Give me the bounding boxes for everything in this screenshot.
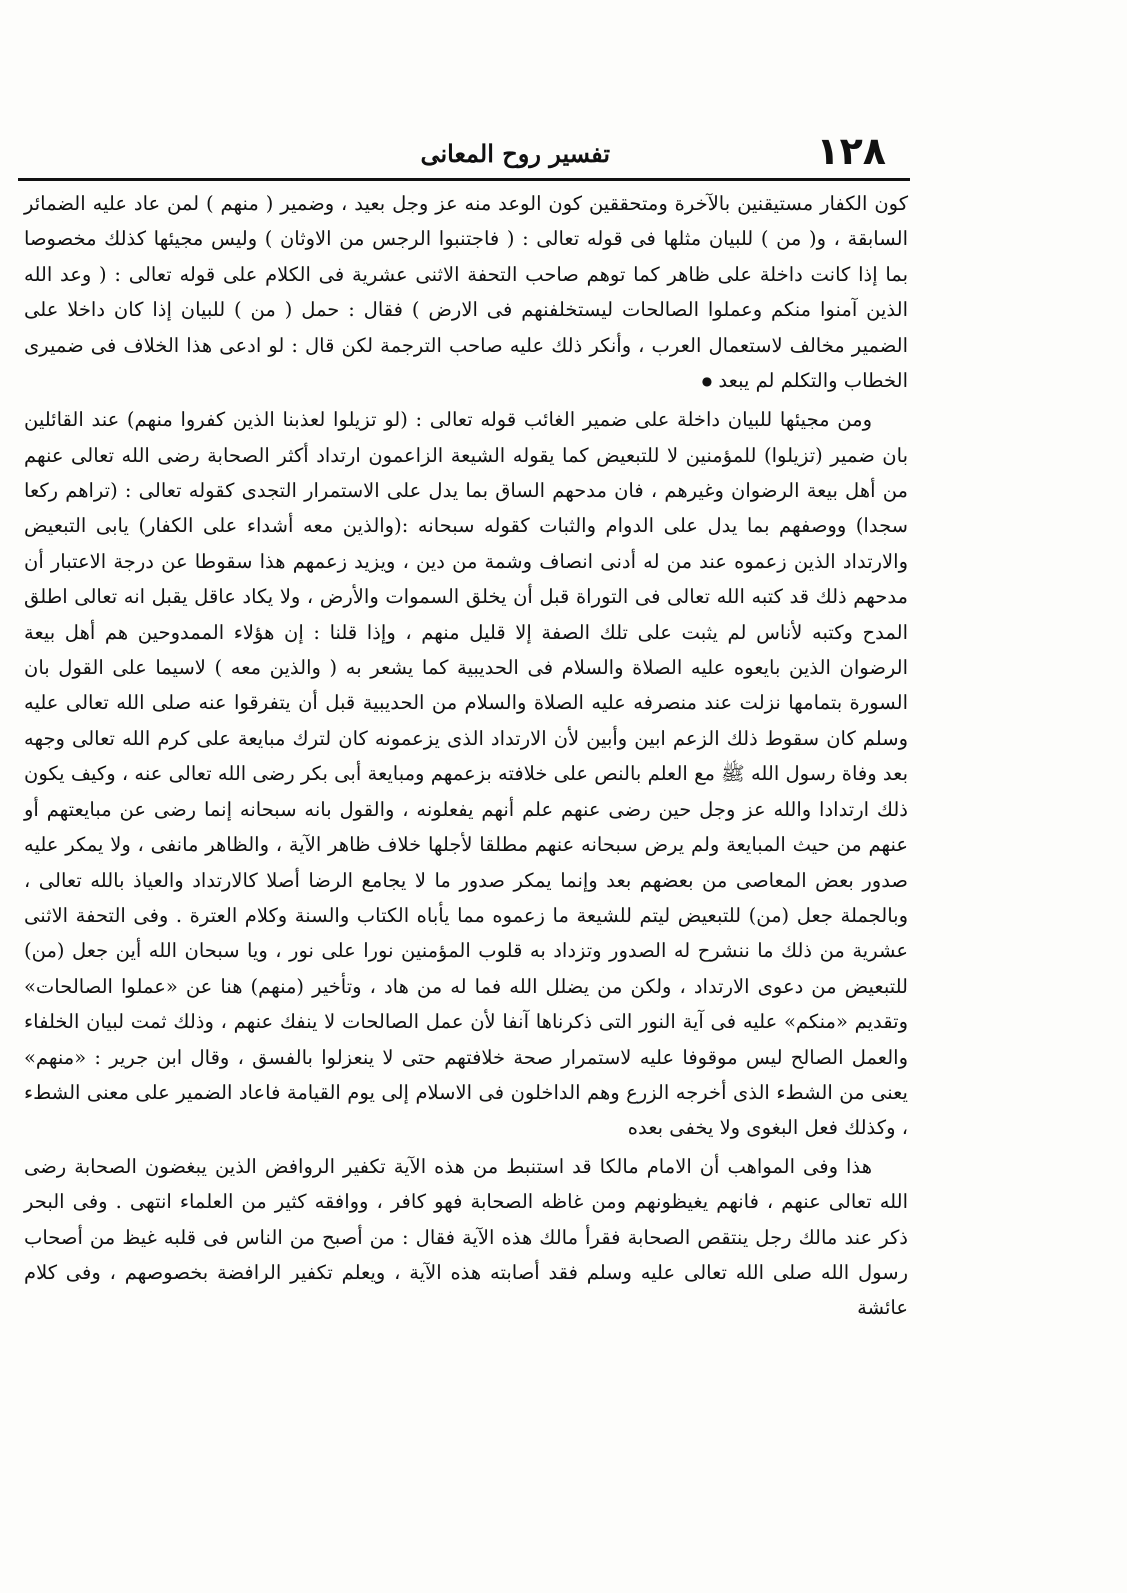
- paragraph-3: هذا وفى المواهب أن الامام مالكا قد استنبط من هذه الآية تكفير الروافض الذين يبغضون الصحابة رضى الله تعالى عنهم ، فانهم يغيظونهم ومن غاظه الصحابة فهو كافر ، ووافقه كثير من العلماء انتهى . وفى البحر ذكر عند مالك رجل ينتقص الصحابة فقرأ مالك هذه الآية فقال : من أصبح من الناس فى قلبه غيظ من أصحاب رسول الله صلى الله تعالى عليه وسلم فقد أصابته هذه الآية ، ويعلم تكفير الرافضة بخصوصهم ، وفى كلام عائشة: [24, 1154, 908, 1320]
- page-number: ١٢٨: [816, 129, 886, 173]
- paragraph-2: ومن مجيئها للبيان داخلة على ضمير الغائب قوله تعالى : (لو تزيلوا لعذبنا الذين كفروا منهم) عند القائلين بان ضمير (تزيلوا) للمؤمنين لا للتبعيض كما يقوله الشيعة الزاعمون ارتداد أكثر الصحابة رضى الله تعالى عنهم من أهل بيعة الرضوان وغيرهم ، فان مدحهم الساق بما يدل على الاستمرار التجدى كقوله تعالى : (تراهم ركعا سجدا) ووصفهم بما يدل على الدوام والثبات كقوله سبحانه :(والذين معه أشداء على الكفار) يابى التبعيض والارتداد الذين زعموه عند من له أدنى انصاف وشمة من دين ، ويزيد زعمهم هذا سقوطا عن درجة الاعتبار أن مدحهم ذلك قد كتبه الله تعالى فى التوراة قبل أن يخلق السموات والأرض ، ولا يكاد عاقل يقبل انه تعالى اطلق المدح وكتبه لأناس لم يثبت على تلك الصفة إلا قليل منهم ، وإذا قلنا : إن هؤلاء الممدوحين هم أهل بيعة الرضوان الذين بايعوه عليه الصلاة والسلام فى الحديبية كما يشعر به ( والذين معه ) لاسيما على القول بان السورة بتمامها نزلت عند منصرفه عليه الصلاة والسلام من الحديبية قبل أن يتفرقوا عنه صلى الله تعالى عليه وسلم كان سقوط ذلك الزعم ابين وأبين لأن الارتداد الذى يزعمونه كان لترك مبايعة على كرم الله تعالى وجهه بعد وفاة رسول الله ﷺ مع العلم بالنص على خلافته بزعمهم ومبايعة أبى بكر رضى الله تعالى عنه ، وكيف يكون ذلك ارتدادا والله عز وجل حين رضى عنهم علم أنهم يفعلونه ، والقول بانه سبحانه إنما رضى عن مبايعتهم أو عنهم من حيث المبايعة ولم يرض سبحانه عنهم مطلقا لأجلها خلاف ظاهر الآية ، والظاهر مانفى ، ولا يمكر عليه صدور بعض المعاصى من بعضهم بعد وإنما يمكر صدور ما لا يجامع الرضا أصلا كالارتداد والعياذ بالله تعالى ، وبالجملة جعل (من) للتبعيض ليتم للشيعة ما زعموه مما يأباه الكتاب والسنة وكلام العترة . وفى التحفة الاثنى عشرية من ذلك ما ننشرح له الصدور وتزداد به قلوب المؤمنين نورا على نور ، ويا سبحان الله أين جعل (من) للتبعيض من دعوى الارتداد ، ولكن من يضلل الله فما له من هاد ، وتأخير (منهم) هنا عن «عملوا الصالحات» وتقديم «منكم» عليه فى آية النور التى ذكرناها آنفا لأن عمل الصالحات لا ينفك عنهم ، وذلك ثمت لبيان الخلفاء والعمل الصالح ليس موقوفا عليه لاستمرار صحة خلافتهم حتى لا ينعزلوا بالفسق ، وقال ابن جرير : «منهم» يعنى من الشطء الذى أخرجه الزرع وهم الداخلون فى الاسلام إلى يوم القيامة فاعاد الضمير على معنى الشطء ، وكذلك فعل البغوى ولا يخفى بعده: [24, 408, 908, 1140]
- body-text: [24, 186, 908, 1326]
- end-mark: ●: [701, 373, 713, 388]
- paragraph-1-text: كون الكفار مستيقنين بالآخرة ومتحققين كون الوعد منه عز وجل بعيد ، وضمير ( منهم ) لمن عاد عليه الضمائر السابقة ، و( من ) للبيان مثلها فى قوله تعالى : ( فاجتنبوا الرجس من الاوثان ) وليس مجيئها كذلك مخصوصا بما إذا كانت داخلة على ظاهر كما توهم صاحب التحفة الاثنى عشرية فى الكلام على قوله تعالى : ( وعد الله الذين آمنوا منكم وعملوا الصالحات ليستخلفنهم فى الارض ) فقال : حمل ( من ) للبيان إذا كان داخلا على الضمير مخالف لاستعمال العرب ، وأنكر ذلك عليه صاحب الترجمة لكن قال : لو ادعى هذا الخلاف فى ضميرى الخطاب والتكلم لم يبعد: [24, 192, 908, 393]
- running-title: تفسير روح المعانى: [420, 139, 610, 168]
- header-rule: [18, 178, 910, 181]
- paragraph-1: [24, 186, 908, 399]
- page-header: [20, 128, 910, 178]
